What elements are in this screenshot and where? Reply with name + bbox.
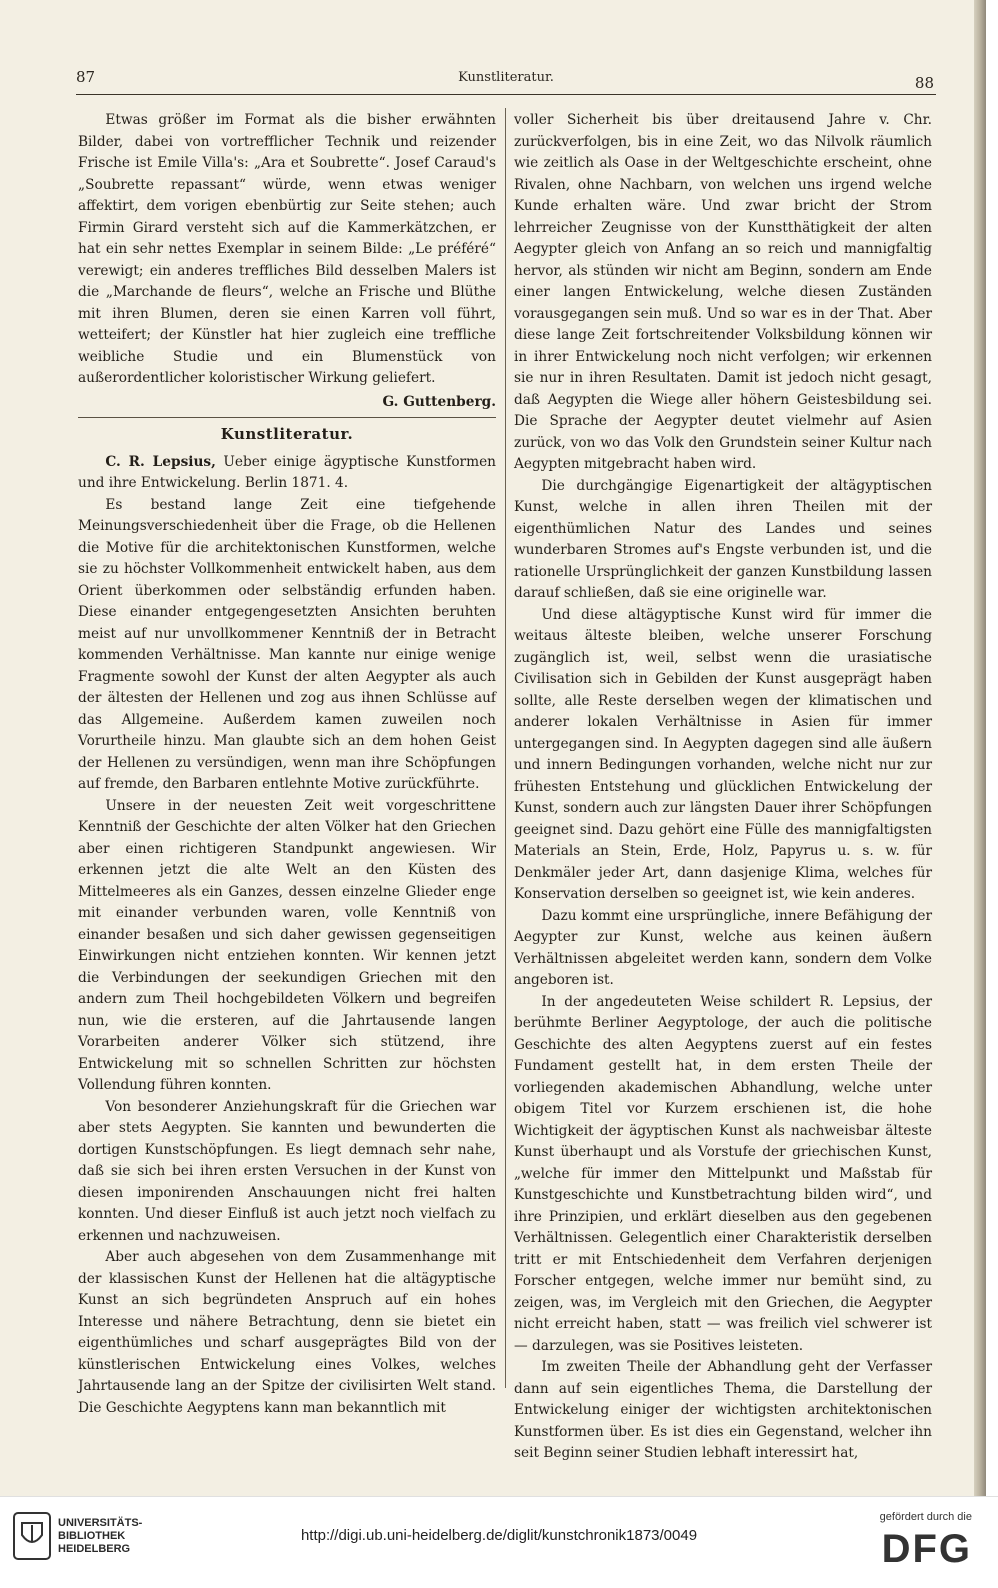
library-name-line: UNIVERSITÄTS- <box>58 1517 143 1529</box>
header-rule <box>76 94 936 95</box>
paragraph: Etwas größer im Format als die bisher erwähnten Bilder, dabei von vortrefflicher Technik und reizender Frische ist Emile Villa's: „Ara et Soubrette“. Josef Caraud's „Soubrette repassant“ würde, wenn etwas weniger affektirt, dem vorigen ebenbürtig zur Seite stehen; auch Firmin Girard versteht sich auf die Kammerkätzchen, er hat ein sehr nettes Exemplar in seinem Bilde: „Le préféré“ verewigt; ein anderes treffliches Bild desselben Malers ist die „Marchande de fleurs“, welche an Frische und Blüthe mit ihren Blumen, deren sie einen Karren voll führt, wetteifert; der Künstler hat hier zugleich eine treffliche weibliche Studie und ein Blumenstück von außerordentlicher koloristischer Wirkung geliefert. <box>78 112 496 386</box>
author-signature: G. Guttenberg. <box>382 393 496 410</box>
page-number-left: 87 <box>76 68 96 86</box>
library-name-line: HEIDELBERG <box>58 1543 131 1555</box>
permalink-url[interactable]: http://digi.ub.uni-heidelberg.de/diglit/kunstchronik1873/0049 <box>300 1527 698 1544</box>
bib-title: Ueber einige ägyptische Kunstformen und ihre Entwickelung. Berlin 1871. 4. <box>78 453 496 491</box>
page-edge <box>974 0 986 1496</box>
viewer-footer <box>0 1496 998 1588</box>
paragraph: Dazu kommt eine ursprüngliche, innere Befähigung der Aegypter zur Kunst, welche aus keinen äußern Verhältnissen abgeleitet werden kann, sondern dem Volke angeboren ist. <box>514 907 932 988</box>
paragraph: In der angedeuteten Weise schildert R. Lepsius, der berühmte Berliner Aegyptologe, der auch die politische Geschichte des alten Aegyptens zuerst auf ein festes Fundament gestellt hat, in dem ersten Theile der vorliegenden akademischen Abhandlung, welche unter obigem Titel vor Kurzem erschienen ist, die hohe Wichtigkeit der ägyptischen Kunst als nachweisbar älteste Kunst überhaupt und als Vorstufe der griechischen Kunst, „welche für immer den Mittelpunkt und Maßstab für Kunstgeschichte und Kunstbetrachtung bilden wird“, und ihre Prinzipien, und erklärt dieselben aus den gegebenen Verhältnissen. Gelegentlich einer Charakteristik derselben tritt er mit Entschiedenheit dem Verfahren derjenigen Forscher entgegen, welche immer nur bemüht sind, zu zeigen, was, im Vergleich mit den Griechen, die Aegypter nicht erreicht haben, statt — was freilich viel schwerer ist — darzulegen, was sie Positives leisteten. <box>514 993 932 1354</box>
bib-author: C. R. Lepsius, <box>105 453 216 470</box>
dfg-logo: DFG <box>881 1527 972 1571</box>
paragraph: Aber auch abgesehen von dem Zusammenhange mit der klassischen Kunst der Hellenen hat die altägyptische Kunst an sich begründeten Anspruch auf ein hohes Interesse und nähere Betrachtung, denn sie bietet ein eigenthümliches und scharf ausgeprägtes Bild von der künstlerischen Entwickelung eines Volkes, welches Jahrtausende lang an der Spitze der civilisirten Welt stand. Die Geschichte Aegyptens kann man bekanntlich mit <box>78 1249 496 1416</box>
left-column <box>78 110 496 1416</box>
paragraph: voller Sicherheit bis über dreitausend Jahre v. Chr. zurückverfolgen, bis in eine Zeit, wo das Nilvolk räumlich wie zeitlich als Oase in der Weltgeschichte erscheint, ohne Rivalen, ohne Nachbarn, von welchen uns irgend welche Kunde erhalten wäre. Und zwar bricht der Strom lehrreicher Zeugnisse von der Kunstthätigkeit der alten Aegypter gleich von Anfang an so reich und mannigfaltig hervor, als stünden wir nicht am Beginn, sondern am Ende einer langen Entwickelung, welche diesen Zuständen vorausgegangen sein muß. Und so war es in der That. Aber diese lange Zeit fortschreitender Volksbildung können wir in ihrer Entwickelung noch nicht verfolgen; wir erkennen sie nur in ihren Resultaten. Damit ist jedoch nicht gesagt, daß Aegypten die Wiege aller höhern Geistesbildung sei. Die Sprache der Aegypter deutet vielmehr auf Asien zurück, von wo das Volk den Grundstein seiner Kultur nach Aegypten mitgebracht haben wird. <box>514 112 932 472</box>
paragraph: Unsere in der neuesten Zeit weit vorgeschrittene Kenntniß der Geschichte der alten Völker hat den Griechen aber einen richtigeren Standpunkt angewiesen. Wir erkennen jetzt die alte Welt an den Küsten des Mittelmeeres als ein Ganzes, dessen einzelne Glieder enge mit einander verbunden waren, volle Kenntniß von einander besaßen und sich daher gewissen gegenseitigen Einwirkungen nicht entziehen konnten. Wir kennen jetzt die Verbindungen der seekundigen Griechen mit den andern zum Theil hochgebildeten Völkern und begreifen nun, wie die ersteren, auf die Jahrtausende langen Vorarbeiten anderer Völker sich stützend, ihre Entwickelung mit so schnellen Schritten zur höchsten Vollendung führen konnten. <box>78 797 496 1093</box>
library-name-line: BIBLIOTHEK <box>58 1530 126 1542</box>
page-header <box>76 64 936 92</box>
paragraph: Von besonderer Anziehungskraft für die Griechen war aber stets Aegypten. Sie kannten und bewunderten die dortigen Kunstschöpfungen. Es liegt demnach sehr nahe, daß sie sich bei ihren ersten Versuchen in der Kunst von diesen imponirenden Anschauungen nicht frei halten konnten. Und dieser Einfluß ist auch jetzt noch vielfach zu erkennen und nachzuweisen. <box>78 1098 496 1244</box>
page-number-right: 88 <box>914 74 934 92</box>
running-title: Kunstliteratur. <box>458 70 554 85</box>
column-divider <box>505 108 506 1388</box>
right-column <box>514 110 932 1461</box>
bibliographic-entry <box>78 452 496 495</box>
paragraph: Und diese altägyptische Kunst wird für immer die weitaus älteste bleiben, welche unserer Forschung zugänglich ist, weil, selbst wenn die urasiatische Civilisation sich in Gebilden der Kunst ausgeprägt haben sollte, alle Reste derselben wegen der klimatischen und anderer lokalen Verhältnisse in Asien für immer untergegangen sind. In Aegypten dagegen sind alle äußern und innern Bedingungen vorhanden, welche nicht nur zur frühesten Entstehung und glücklichen Entwickelung der Kunst, sondern auch zur längsten Dauer ihrer Schöpfungen geeignet sind. Dazu gehört eine Fülle des mannigfaltigsten Materials an Stein, Erde, Holz, Papyrus u. s. w. für Denkmäler jeder Art, dann dasjenige Klima, welches für Konservation derselben so geeignet ist, wie kein anderes. <box>514 606 932 902</box>
paragraph: Die durchgängige Eigenartigkeit der altägyptischen Kunst, welche in allen ihren Theilen mit der eigenthümlichen Natur des Landes und seines wunderbaren Stromes auf's Engste verbunden ist, und die rationelle Ursprünglichkeit der ganzen Kunstbildung lassen darauf schließen, daß sie eine originelle war. <box>514 477 932 601</box>
paragraph: Es bestand lange Zeit eine tiefgehende Meinungsverschiedenheit über die Frage, ob die Hellenen die Motive für die architektonischen Kunstformen, welche sie zu höchster Vollkommenheit entwickelt haben, aus dem Orient überkommen oder selbständig erfunden haben. Diese einander entgegengesetzten Ansichten beruhten meist auf nur unvollkommener Kenntniß der in Betracht kommenden Verhältnisse. Man kannte nur einige wenige Fragmente sowohl der Kunst der alten Aegypter als auch der ältesten der Hellenen und zog aus ihnen Schlüsse auf das Allgemeine. Außerdem kamen zuweilen noch Vorurtheile hinzu. Man glaubte sich an dem hohen Geist der Hellenen zu versündigen, wenn man ihre Schöpfungen auf fremde, den Barbaren entlehnte Motive zurückführte. <box>78 496 496 792</box>
paragraph: Im zweiten Theile der Abhandlung geht der Verfasser dann auf sein eigentliches Thema, die Darstellung der Entwickelung einiger der wichtigsten architektonischen Kunstformen über. Es ist dies ein Gegenstand, welcher ihn seit Beginn seiner Studien lebhaft interessirt hat, <box>514 1359 932 1461</box>
funding-note: gefördert durch die <box>879 1511 972 1523</box>
section-title: Kunstliteratur. <box>220 425 354 443</box>
section-divider <box>78 417 496 418</box>
